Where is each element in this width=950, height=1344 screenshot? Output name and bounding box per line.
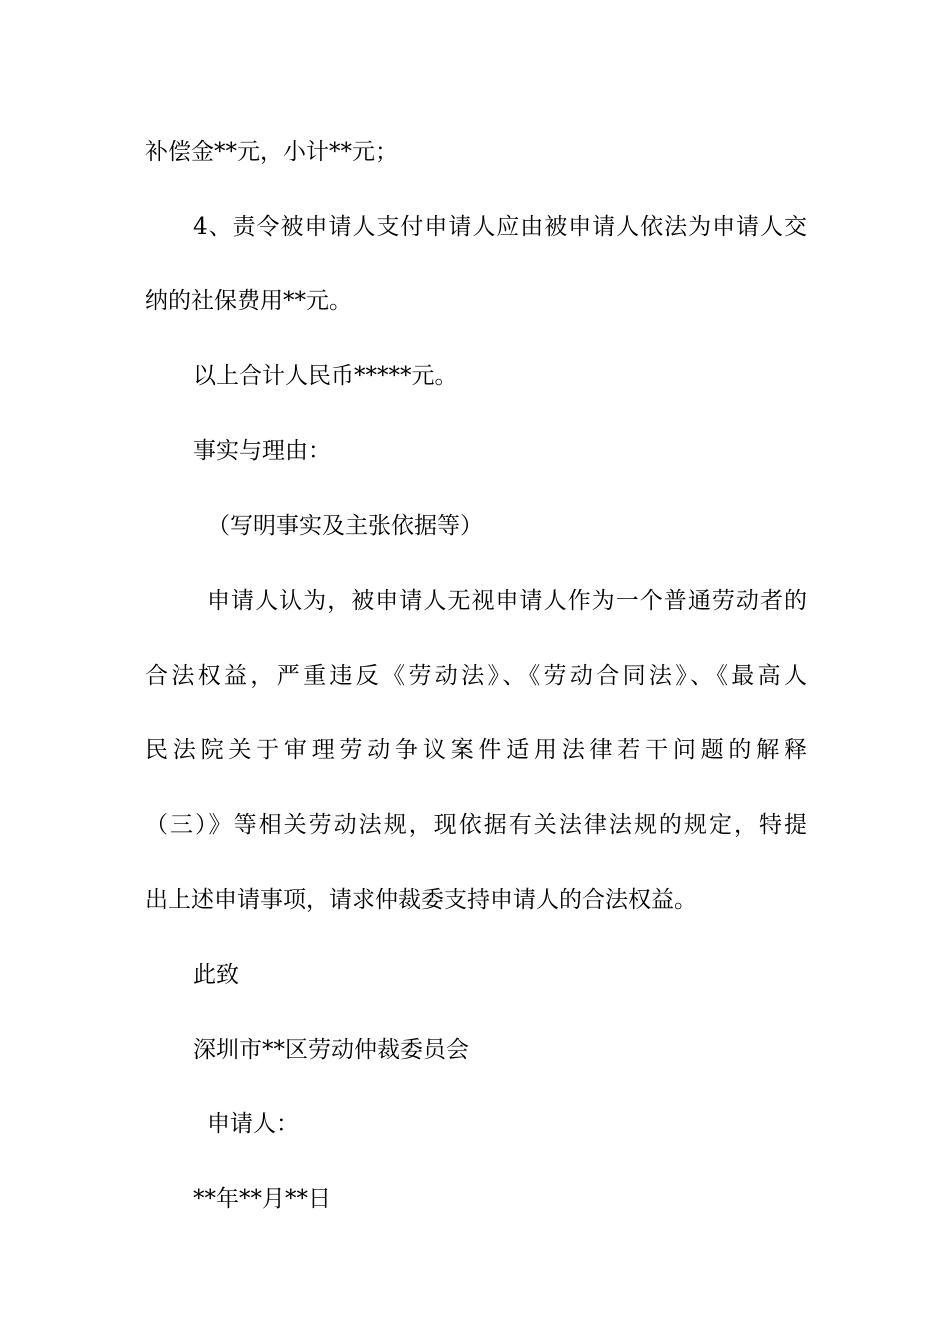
text-line-argument-2: 合法权益，严重违反《劳动法》、《劳动合同法》、《最高人 xyxy=(145,663,807,689)
text-line-total: 以上合计人民币*****元。 xyxy=(193,363,458,389)
text-line-recipient: 深圳市**区劳动仲裁委员会 xyxy=(193,1037,469,1063)
text-line-compensation-subtotal: 补偿金**元，小计**元； xyxy=(145,139,398,165)
text-line-item-4: 4、责令被申请人支付申请人应由被申请人依法为申请人交 xyxy=(193,214,807,240)
text-line-salutation: 此致 xyxy=(193,962,239,988)
text-line-social-security: 纳的社保费用**元。 xyxy=(145,288,352,314)
section-heading-facts-reasons: 事实与理由： xyxy=(193,438,331,464)
text-line-argument-1: 申请人认为，被申请人无视申请人作为一个普通劳动者的 xyxy=(207,588,807,614)
text-line-facts-note: （写明事实及主张依据等） xyxy=(207,513,483,539)
text-line-date: **年**月**日 xyxy=(193,1186,331,1212)
text-line-applicant: 申请人： xyxy=(207,1111,299,1137)
text-line-argument-5: 出上述申请事项，请求仲裁委支持申请人的合法权益。 xyxy=(145,887,697,913)
text-line-argument-4: （三）》等相关劳动法规，现依据有关法律法规的规定，特提 xyxy=(145,812,807,838)
text-line-argument-3: 民法院关于审理劳动争议案件适用法律若干问题的解释 xyxy=(145,737,807,763)
